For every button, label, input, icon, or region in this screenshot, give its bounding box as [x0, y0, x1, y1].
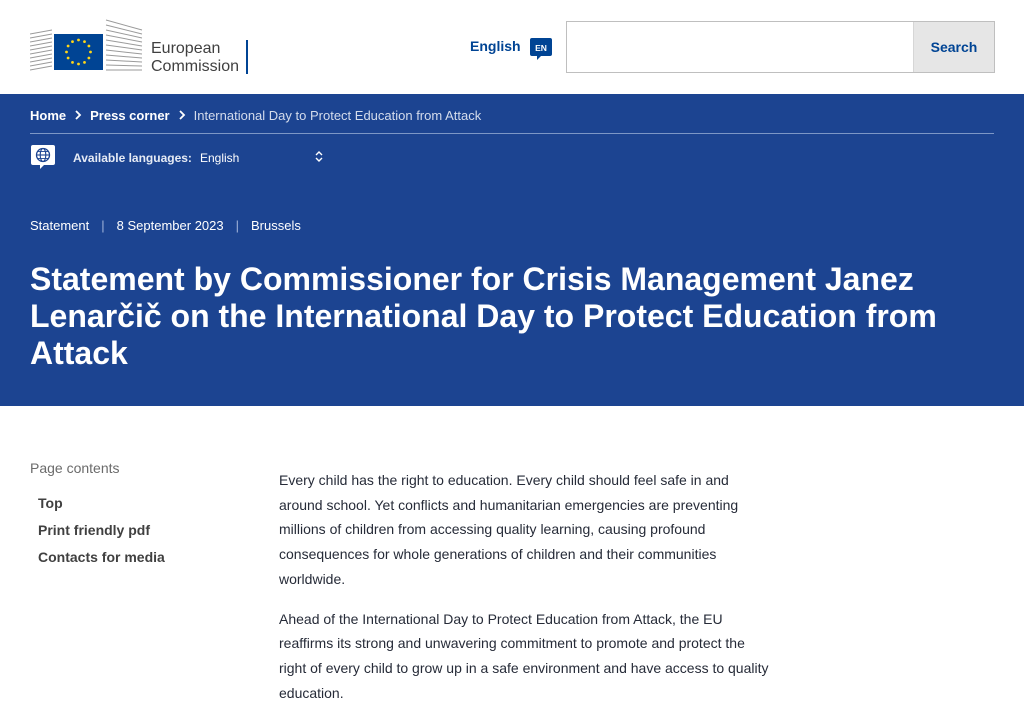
breadcrumb-current: International Day to Protect Education from Attack — [193, 108, 482, 123]
logo-line-2: Commission — [151, 58, 240, 75]
meta-separator: | — [101, 218, 105, 233]
globe-icon — [30, 144, 56, 170]
toc-link-print-pdf[interactable]: Print friendly pdf — [38, 522, 150, 538]
search-button[interactable]: Search — [913, 22, 994, 72]
breadcrumb-press-corner[interactable]: Press corner — [90, 108, 170, 123]
european-commission-logo[interactable] — [30, 16, 255, 76]
article-paragraph: Every child has the right to education. Every child should feel safe in and around school. Yet conflicts and humanitarian emergencies are preventing millions of children from accessing quality learning, causing profound consequences for whole generations of children and their communities worldwide. — [279, 472, 739, 587]
breadcrumb-home[interactable]: Home — [30, 108, 67, 123]
language-selector-label[interactable]: English — [470, 38, 521, 54]
logo-text — [151, 40, 239, 76]
article-paragraph: Ahead of the International Day to Protect Education from Attack, the EU reaffirms its strong and unwavering commitment to promote and protect the right of every child to grow up in a safe environment and have access to quality education. — [279, 610, 769, 701]
meta-location: Brussels — [251, 218, 301, 233]
breadcrumb — [30, 108, 481, 123]
meta-separator: | — [235, 218, 240, 233]
site-header — [0, 0, 1024, 94]
page-contents-heading: Page contents — [30, 460, 120, 476]
eu-flag-icon — [30, 16, 150, 76]
chevron-right-icon — [74, 109, 82, 123]
logo-divider — [246, 40, 248, 74]
article-body — [279, 468, 769, 720]
page-banner — [0, 94, 1024, 406]
available-languages-label: Available languages: — [73, 151, 192, 165]
banner-divider — [30, 133, 994, 134]
toc-link-contacts[interactable]: Contacts for media — [38, 549, 165, 565]
page-title: Statement by Commissioner for Crisis Management Janez Lenarčič on the International Day to Protect Education from Attack — [30, 261, 937, 371]
logo-line-1: European — [151, 40, 221, 57]
search-input[interactable] — [568, 23, 913, 71]
meta-type: Statement — [30, 218, 90, 233]
meta-date: 8 September 2023 — [116, 218, 224, 233]
language-badge-icon[interactable] — [529, 37, 553, 61]
page-contents-list — [38, 494, 165, 575]
search-form — [566, 21, 995, 73]
chevron-right-icon — [178, 109, 186, 123]
select-chevron-icon[interactable] — [315, 151, 323, 165]
language-code: EN — [535, 43, 547, 53]
language-select[interactable]: English — [200, 151, 240, 165]
article-meta — [30, 218, 301, 233]
toc-link-top[interactable]: Top — [38, 495, 63, 511]
